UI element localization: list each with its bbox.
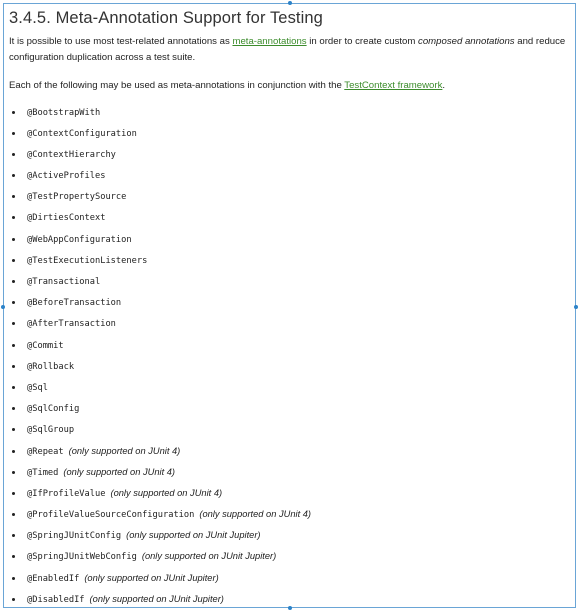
bullet-icon: [12, 344, 15, 347]
bullet-icon: [12, 132, 15, 135]
support-note: (only supported on JUnit Jupiter): [84, 572, 219, 583]
annotation-name: @BootstrapWith: [27, 107, 101, 118]
annotation-name: @TestPropertySource: [27, 192, 127, 203]
bullet-icon: [12, 259, 15, 262]
annotation-name: @ProfileValueSourceConfiguration: [27, 510, 195, 521]
bullet-icon: [12, 174, 15, 177]
list-item: [9, 207, 575, 228]
support-note: (only supported on JUnit 4): [68, 445, 181, 456]
bullet-icon: [12, 450, 15, 453]
list-item: [9, 144, 575, 165]
list-item: [9, 313, 575, 334]
section-title: 3.4.5. Meta-Annotation Support for Testing: [9, 9, 323, 27]
testcontext-framework-link[interactable]: TestContext framework: [344, 80, 443, 91]
list-item: [9, 589, 575, 610]
list-item: [9, 377, 575, 398]
list-item: [9, 504, 575, 525]
bullet-icon: [12, 153, 15, 156]
meta-annotations-link[interactable]: meta-annotations: [232, 36, 307, 47]
list-item: [9, 165, 575, 186]
bullet-icon: [12, 322, 15, 325]
annotation-list: [9, 102, 575, 611]
intro-text-1: It is possible to use most test-related annotations as: [9, 36, 233, 47]
list-item: [9, 123, 575, 144]
bullet-icon: [12, 577, 15, 580]
annotation-name: @IfProfileValue: [27, 488, 106, 499]
annotation-name: @SqlConfig: [27, 404, 80, 415]
annotation-name: @TestExecutionListeners: [27, 255, 148, 266]
bullet-icon: [12, 407, 15, 410]
list-item: [9, 229, 575, 250]
annotation-name: @Rollback: [27, 361, 75, 372]
annotation-name: @BeforeTransaction: [27, 298, 122, 309]
resize-handle-left[interactable]: [1, 305, 5, 309]
bullet-icon: [12, 428, 15, 431]
bullet-icon: [12, 555, 15, 558]
support-note: (only supported on JUnit 4): [199, 509, 311, 520]
bullet-icon: [12, 492, 15, 495]
intro-text-3: and reduce configuration duplication across a test suite.: [9, 36, 566, 63]
support-note: (only supported on JUnit 4): [110, 487, 223, 498]
support-note: (only supported on JUnit Jupiter): [126, 530, 261, 541]
annotation-name: @SpringJUnitConfig: [27, 531, 122, 542]
bullet-icon: [12, 598, 15, 601]
list-item: [9, 398, 575, 419]
bullet-icon: [12, 365, 15, 368]
annotation-name: @ActiveProfiles: [27, 171, 106, 182]
list-item: [9, 546, 575, 567]
bullet-icon: [12, 534, 15, 537]
intro-emphasis: composed annotations: [418, 36, 515, 47]
annotation-name: @ContextConfiguration: [27, 128, 137, 139]
list-item: [9, 356, 575, 377]
annotation-name: @Timed: [27, 467, 59, 478]
annotation-name: @DirtiesContext: [27, 213, 106, 224]
annotation-name: @EnabledIf: [27, 573, 80, 584]
annotation-name: @Commit: [27, 340, 64, 351]
bullet-icon: [12, 386, 15, 389]
list-item: [9, 568, 575, 589]
annotation-name: @Sql: [27, 382, 48, 393]
list-item: [9, 271, 575, 292]
annotation-name: @SpringJUnitWebConfig: [27, 552, 137, 563]
resize-handle-top[interactable]: [288, 1, 292, 5]
support-note: (only supported on JUnit Jupiter): [141, 551, 277, 562]
annotation-name: @AfterTransaction: [27, 319, 116, 330]
annotation-name: @SqlGroup: [27, 425, 75, 436]
intro-text-2: in order to create custom: [306, 36, 419, 47]
bullet-icon: [12, 111, 15, 114]
annotation-name: @Transactional: [27, 277, 101, 287]
list-item: [9, 441, 575, 462]
second-text-2: .: [442, 80, 446, 91]
annotation-name: @Repeat: [27, 446, 64, 457]
list-item: [9, 335, 575, 356]
bullet-icon: [12, 238, 15, 241]
second-text-1: Each of the following may be used as meta-annotations in conjunction with the: [9, 80, 345, 91]
bullet-icon: [12, 216, 15, 219]
bullet-icon: [12, 513, 15, 516]
intro-paragraph: [9, 34, 575, 65]
bullet-icon: [12, 280, 15, 283]
annotation-name: @DisabledIf: [27, 594, 85, 605]
second-paragraph: [9, 78, 575, 94]
list-item: [9, 462, 575, 483]
list-item: [9, 419, 575, 440]
doc-section: [9, 6, 575, 610]
support-note: (only supported on JUnit Jupiter): [89, 593, 224, 604]
list-item: [9, 525, 575, 546]
list-item: [9, 292, 575, 313]
list-item: [9, 250, 575, 271]
list-item: [9, 102, 575, 123]
bullet-icon: [12, 471, 15, 474]
list-item: [9, 483, 575, 504]
annotation-name: @ContextHierarchy: [27, 149, 116, 160]
bullet-icon: [12, 195, 15, 198]
annotation-name: @WebAppConfiguration: [27, 234, 132, 245]
support-note: (only supported on JUnit 4): [63, 466, 176, 477]
list-item: [9, 186, 575, 207]
bullet-icon: [12, 301, 15, 304]
